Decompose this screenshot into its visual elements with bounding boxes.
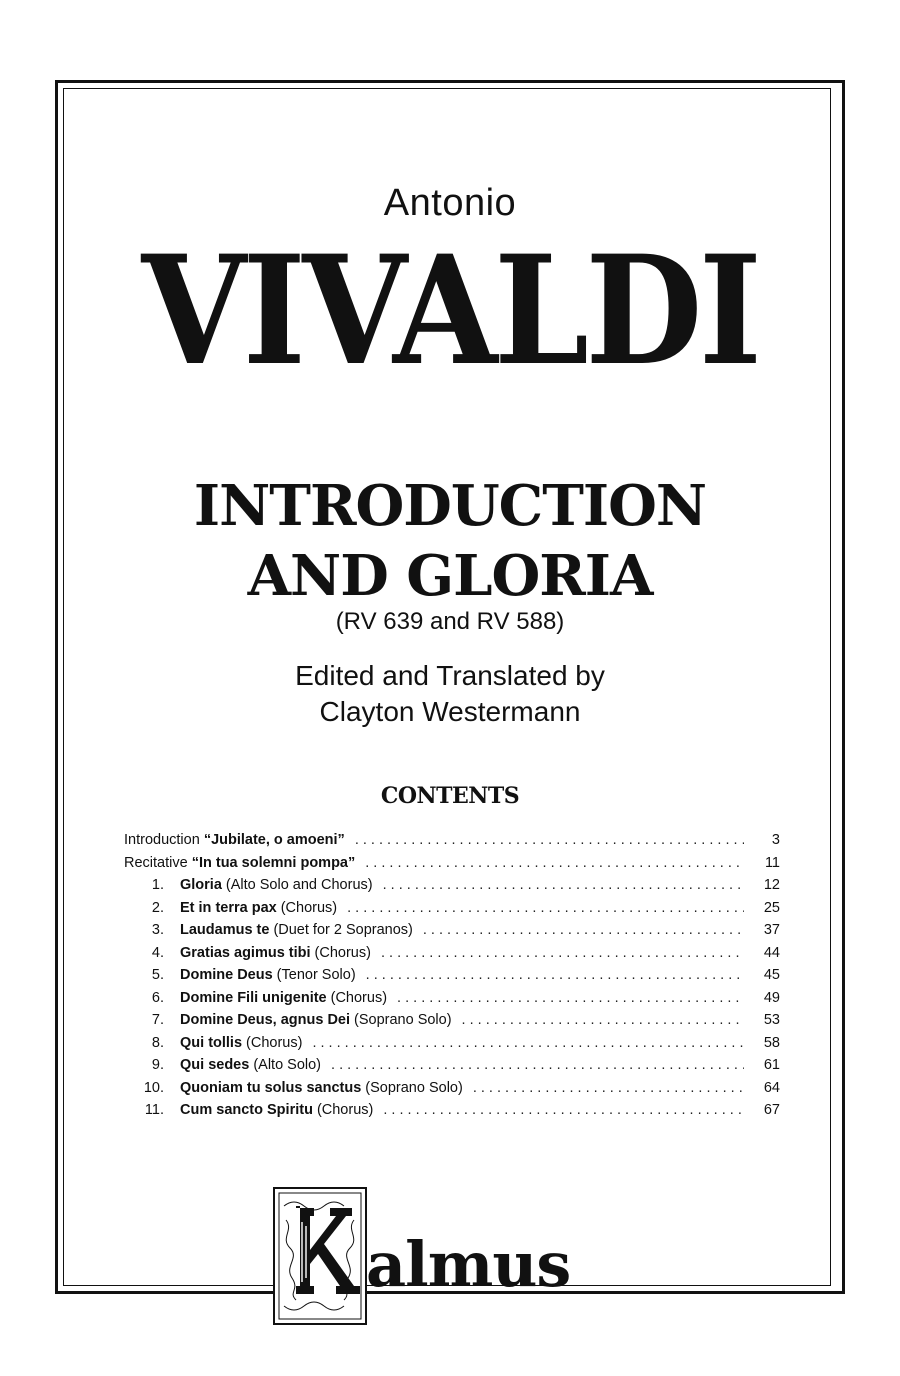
toc-scoring: (Chorus) bbox=[280, 899, 338, 916]
toc-page-number: 44 bbox=[763, 944, 780, 961]
toc-movement-title: Qui sedes bbox=[180, 1057, 250, 1073]
toc-movement-number: 11. bbox=[144, 1102, 164, 1118]
toc-row bbox=[124, 967, 780, 990]
toc-dot-leader bbox=[347, 900, 744, 916]
toc-dot-leader bbox=[462, 1012, 744, 1028]
toc-page-number: 58 bbox=[763, 1034, 780, 1051]
toc-movement-number: 5. bbox=[151, 967, 164, 983]
toc-section-type: Recitative bbox=[124, 854, 192, 871]
editor-name: Clayton Westermann bbox=[319, 696, 581, 727]
toc-movement-title: Domine Deus bbox=[180, 967, 273, 983]
toc-movement-number: 7. bbox=[151, 1012, 164, 1028]
toc-scoring: (Alto Solo) bbox=[253, 1057, 322, 1073]
toc-row bbox=[124, 1057, 780, 1080]
toc-movement-number: 1. bbox=[151, 877, 164, 893]
toc-dot-leader bbox=[355, 832, 744, 848]
toc-movement-title: Quoniam tu solus sanctus bbox=[180, 1079, 362, 1096]
toc-page-number: 3 bbox=[771, 832, 780, 848]
toc-dot-leader bbox=[366, 967, 744, 983]
toc-movement-number: 4. bbox=[151, 944, 164, 961]
toc-movement-number: 6. bbox=[151, 989, 164, 1006]
table-of-contents bbox=[124, 832, 780, 1125]
toc-movement-number: 3. bbox=[151, 922, 164, 938]
toc-scoring: (Alto Solo and Chorus) bbox=[225, 877, 373, 893]
toc-row bbox=[124, 1035, 780, 1058]
toc-row bbox=[124, 1080, 780, 1103]
contents-heading: CONTENTS bbox=[380, 783, 520, 809]
toc-dot-leader bbox=[312, 1035, 744, 1051]
toc-movement-title: Domine Fili unigenite bbox=[180, 989, 327, 1006]
toc-page-number: 45 bbox=[763, 967, 780, 983]
toc-movement-number: 9. bbox=[151, 1057, 164, 1073]
toc-page-number: 12 bbox=[763, 877, 780, 893]
toc-row bbox=[124, 990, 780, 1013]
toc-movement-number: 8. bbox=[151, 1034, 164, 1051]
toc-dot-leader bbox=[381, 945, 744, 961]
toc-movement-number: 2. bbox=[151, 899, 164, 916]
svg-text:almus: almus bbox=[366, 1228, 571, 1301]
toc-page-number: 25 bbox=[763, 899, 780, 916]
toc-movement-title: “Jubilate, o amoeni” bbox=[203, 832, 345, 848]
kalmus-logo bbox=[270, 1186, 590, 1326]
toc-page-number: 49 bbox=[763, 989, 780, 1006]
toc-movement-title: Gratias agimus tibi bbox=[180, 944, 311, 961]
toc-page-number: 64 bbox=[763, 1079, 780, 1096]
toc-dot-leader bbox=[383, 877, 744, 893]
work-title-line-1: INTRODUCTION bbox=[193, 473, 707, 539]
toc-scoring: (Soprano Solo) bbox=[354, 1012, 452, 1028]
toc-movement-title: Qui tollis bbox=[180, 1034, 243, 1051]
toc-scoring: (Chorus) bbox=[314, 944, 371, 961]
toc-row bbox=[124, 1102, 780, 1125]
toc-movement-title: Et in terra pax bbox=[180, 899, 277, 916]
toc-page-number: 53 bbox=[763, 1012, 780, 1028]
toc-row bbox=[124, 922, 780, 945]
toc-scoring: (Soprano Solo) bbox=[365, 1079, 463, 1096]
composer-first-name: Antonio bbox=[383, 182, 517, 224]
toc-scoring: (Chorus) bbox=[316, 1102, 374, 1118]
toc-scoring: (Tenor Solo) bbox=[276, 967, 356, 983]
catalog-numbers: (RV 639 and RV 588) bbox=[335, 608, 565, 635]
toc-row bbox=[124, 855, 780, 878]
toc-row bbox=[124, 1012, 780, 1035]
toc-movement-title: Cum sancto Spiritu bbox=[180, 1102, 313, 1118]
toc-movement-title: Gloria bbox=[180, 877, 222, 893]
toc-row bbox=[124, 832, 780, 855]
toc-page-number: 67 bbox=[763, 1102, 780, 1118]
toc-row bbox=[124, 945, 780, 968]
toc-section-type: Introduction bbox=[124, 832, 204, 848]
toc-page-number: 61 bbox=[763, 1057, 780, 1073]
work-title-line-2: AND GLORIA bbox=[247, 543, 653, 609]
toc-dot-leader bbox=[423, 922, 744, 938]
toc-page-number: 11 bbox=[764, 854, 780, 871]
toc-movement-title: “In tua solemni pompa” bbox=[191, 854, 356, 871]
toc-scoring: (Duet for 2 Sopranos) bbox=[273, 922, 413, 938]
toc-dot-leader bbox=[331, 1057, 744, 1073]
toc-dot-leader bbox=[365, 855, 744, 871]
toc-row bbox=[124, 877, 780, 900]
toc-scoring: (Chorus) bbox=[246, 1034, 303, 1051]
toc-movement-number: 10. bbox=[143, 1079, 164, 1096]
toc-movement-title: Laudamus te bbox=[180, 922, 270, 938]
toc-row bbox=[124, 900, 780, 923]
toc-movement-title: Domine Deus, agnus Dei bbox=[180, 1012, 351, 1028]
toc-dot-leader bbox=[473, 1080, 744, 1096]
composer-last-name: VIVALDI bbox=[141, 223, 759, 399]
toc-dot-leader bbox=[383, 1102, 744, 1118]
toc-dot-leader bbox=[397, 990, 744, 1006]
editor-credit-label: Edited and Translated by bbox=[295, 660, 605, 691]
toc-page-number: 37 bbox=[763, 922, 780, 938]
toc-scoring: (Chorus) bbox=[330, 989, 388, 1006]
